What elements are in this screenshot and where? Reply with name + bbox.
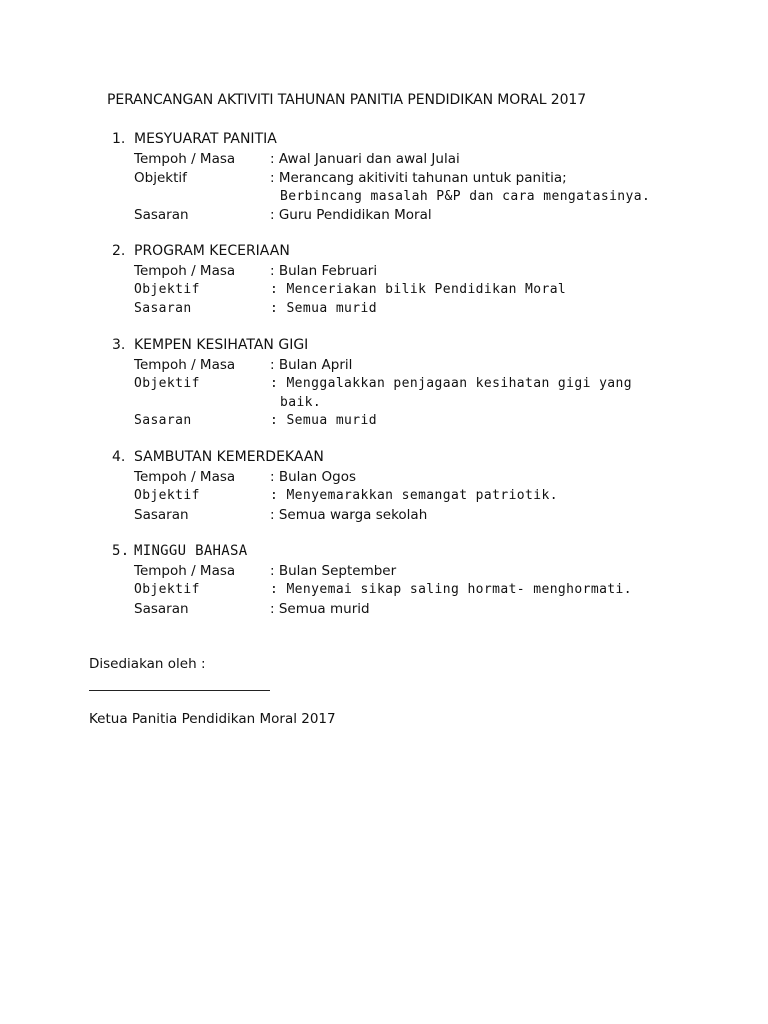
sasaran-label: Sasaran [134,207,189,223]
objektif-label: Objektif [134,582,200,597]
sasaran-label: Sasaran [134,507,189,523]
section-heading [112,543,247,559]
sasaran-label: Sasaran [134,601,189,617]
section-title: KEMPEN KESIHATAN GIGI [134,337,309,353]
objektif-row [134,581,632,599]
tempoh-value: : Bulan September [270,563,397,579]
objektif-row [134,375,632,393]
sasaran-row [134,206,432,224]
section-heading [112,243,290,259]
tempoh-value: : Bulan Februari [270,263,378,279]
tempoh-row [134,562,396,580]
objektif-row [134,487,558,505]
section-number: 2. [112,243,126,259]
tempoh-label: Tempoh / Masa [134,469,236,485]
tempoh-label: Tempoh / Masa [134,151,236,167]
objektif-value: : Menceriakan bilik Pendidikan Moral [270,282,567,297]
tempoh-label: Tempoh / Masa [134,357,236,373]
objektif-label: Objektif [134,376,200,391]
sasaran-value: : Semua murid [270,301,377,316]
sasaran-row [134,412,377,430]
section-title: MINGGU BAHASA [134,543,248,559]
signature-line [89,690,270,691]
objektif-label: Objektif [134,282,200,297]
sasaran-value: : Guru Pendidikan Moral [270,207,432,223]
tempoh-value: : Bulan Ogos [270,469,357,485]
objektif-value: : Menyemai sikap saling hormat- menghormati. [270,582,632,597]
tempoh-value: : Awal Januari dan awal Julai [270,151,460,167]
section-number: 5. [112,543,130,559]
objektif-row [134,169,567,187]
sasaran-label: Sasaran [134,301,192,316]
section-number: 3. [112,337,126,353]
objektif-label: Objektif [134,170,187,186]
tempoh-row [134,150,460,168]
prepared-by-label: Disediakan oleh : [89,656,206,672]
section-heading [112,337,308,353]
tempoh-label: Tempoh / Masa [134,563,236,579]
sasaran-row [134,600,370,618]
tempoh-label: Tempoh / Masa [134,263,236,279]
sasaran-value: : Semua warga sekolah [270,507,428,523]
tempoh-value: : Bulan April [270,357,353,373]
section-number: 4. [112,449,126,465]
objektif-label: Objektif [134,488,200,503]
sasaran-row [134,506,427,524]
objektif-continuation: baik. [280,395,322,410]
objektif-continuation: Berbincang masalah P&P dan cara mengatasinya. [280,189,651,204]
sasaran-label: Sasaran [134,413,192,428]
sasaran-value: : Semua murid [270,413,377,428]
tempoh-row [134,356,352,374]
tempoh-row [134,468,356,486]
objektif-value: : Menyemarakkan semangat patriotik. [270,488,558,503]
section-number: 1. [112,131,126,147]
tempoh-row [134,262,377,280]
document-title: PERANCANGAN AKTIVITI TAHUNAN PANITIA PENDIDIKAN MORAL 2017 [107,92,587,108]
section-title: MESYUARAT PANITIA [134,131,277,147]
section-heading [112,449,324,465]
section-heading [112,131,277,147]
objektif-row [134,281,566,299]
section-title: SAMBUTAN KEMERDEKAAN [134,449,324,465]
signatory-title: Ketua Panitia Pendidikan Moral 2017 [89,711,336,727]
objektif-value: : Merancang akitiviti tahunan untuk panitia; [270,170,567,186]
section-title: PROGRAM KECERIAAN [134,243,290,259]
objektif-value: : Menggalakkan penjagaan kesihatan gigi yang [270,376,632,391]
sasaran-row [134,300,377,318]
sasaran-value: : Semua murid [270,601,370,617]
